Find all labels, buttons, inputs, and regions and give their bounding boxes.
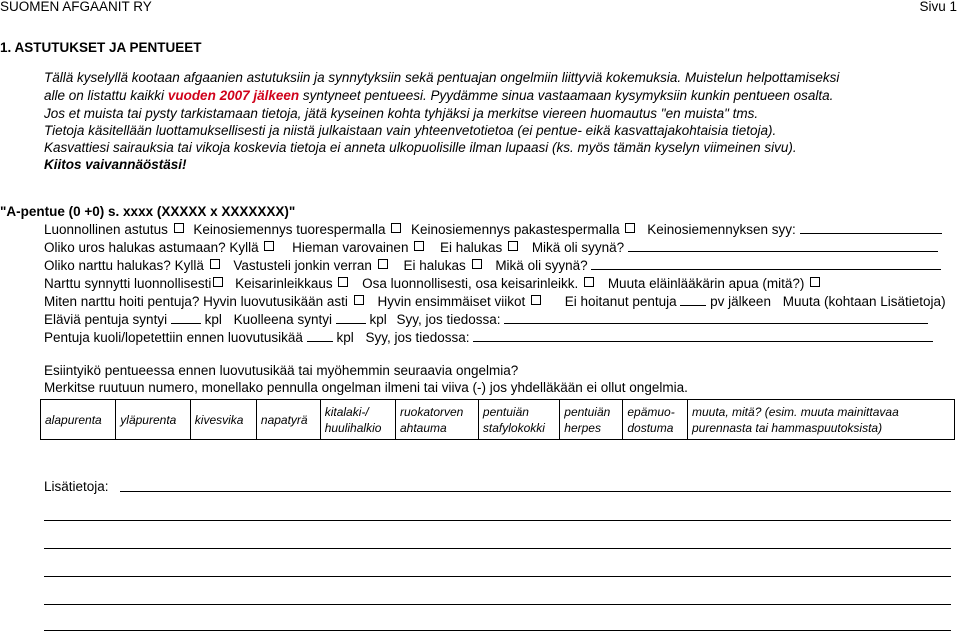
intro-line-5: Kasvattiesi sairauksia tai vikoja koskevia tietoja ei anneta ulkopuolisille ilman lupaasi (ks. myös tämän kyselyn viimeinen sivu).	[44, 140, 797, 155]
notes-line[interactable]	[120, 491, 951, 492]
cell-staph[interactable]: pentuiän stafylokokki	[478, 400, 559, 440]
days-field[interactable]	[680, 295, 706, 306]
stillborn-field[interactable]	[336, 313, 366, 324]
form-row-female-willing: Oliko narttu halukas? Kyllä Vastusteli jonkin verran Ei halukas Mikä oli syynä?	[44, 258, 941, 273]
checkbox-female-yes[interactable]	[210, 259, 220, 269]
form-row-birth: Narttu synnytti luonnollisesti Keisarinleikkaus Osa luonnollisesti, osa keisarinleikk. Muuta eläinlääkärin apua (mitä?)	[44, 276, 822, 291]
female-reason-field[interactable]	[591, 259, 941, 270]
problems-question: Esiintyikö pentueessa ennen luovutusikää tai myöhemmin seuraavia ongelmia?	[44, 363, 519, 378]
checkbox-vet-help[interactable]	[810, 277, 820, 287]
notes-line[interactable]	[44, 520, 951, 521]
litter-title: "A-pentue (0 +0) s. xxxx (XXXXX x XXXXXXX)"	[0, 204, 296, 219]
cell-esophagus[interactable]: ruokatorven ahtauma	[395, 400, 478, 440]
ai-reason-field[interactable]	[800, 223, 942, 234]
intro-line-1: Tällä kyselyllä kootaan afgaanien astutuksiin ja synnytyksiin sekä pentuajan ongelmiin liittyviä kokemuksia. Muistelun helpottamiseksi	[44, 70, 840, 85]
born-alive-field[interactable]	[171, 313, 201, 324]
cell-overbite[interactable]: yläpurenta	[116, 400, 191, 440]
problems-instructions: Merkitse ruutuun numero, monellako pennulla ongelman ilmeni tai viiva (-) jos yhdelläkään ei ollut ongelmia.	[44, 380, 688, 395]
checkbox-natural-mating[interactable]	[174, 223, 184, 233]
cell-hernia[interactable]: napatyrä	[256, 400, 320, 440]
checkbox-female-unwilling[interactable]	[472, 259, 482, 269]
notes-line[interactable]	[44, 604, 951, 605]
thanks-text: Kiitos vaivannäöstäsi!	[44, 157, 187, 172]
checkbox-male-yes[interactable]	[264, 241, 274, 251]
cell-testicle[interactable]: kivesvika	[190, 400, 256, 440]
stillborn-reason-field[interactable]	[504, 313, 928, 324]
form-row-male-willing: Oliko uros halukas astumaan? Kyllä Hieman varovainen Ei halukas Mikä oli syynä?	[44, 240, 938, 255]
org-name: SUOMEN AFGAANIT RY	[0, 0, 152, 14]
notes-line[interactable]	[44, 548, 951, 549]
form-row-born: Eläviä pentuja syntyi kpl Kuolleena syntyi kpl Syy, jos tiedossa:	[44, 312, 928, 327]
checkbox-caesarean[interactable]	[338, 277, 348, 287]
deaths-field[interactable]	[307, 331, 333, 342]
cell-herpes[interactable]: pentuiän herpes	[560, 400, 623, 440]
cell-other[interactable]: muuta, mitä? (esim. muuta mainittavaa purennasta tai hammaspuutoksista)	[688, 400, 955, 440]
cell-cleft[interactable]: kitalaki-/ huulihalkio	[320, 400, 395, 440]
checkbox-fresh-semen[interactable]	[391, 223, 401, 233]
cell-malformation[interactable]: epämuo- dostuma	[623, 400, 688, 440]
notes-label: Lisätietoja:	[44, 479, 109, 494]
intro-line-4: Tietoja käsitellään luottamuksellisesti ja niistä julkaistaan vain yhteenvetotietoa (ei pentue- eikä kasvattajakohtaisia tietoja).	[44, 123, 777, 138]
checkbox-care-first-weeks[interactable]	[531, 295, 541, 305]
checkbox-male-unwilling[interactable]	[508, 241, 518, 251]
checkbox-male-cautious[interactable]	[414, 241, 424, 251]
male-reason-field[interactable]	[628, 241, 938, 252]
intro-line-2: alle on listattu kaikki vuoden 2007 jälkeen syntyneet pentueesi. Pyydämme sinua vastaamaan kysymyksiin kunkin pentueen osalta.	[44, 88, 834, 103]
checkbox-frozen-semen[interactable]	[625, 223, 635, 233]
checkbox-female-resisted[interactable]	[378, 259, 388, 269]
deaths-reason-field[interactable]	[473, 331, 933, 342]
checkbox-partial-caesarean[interactable]	[584, 277, 594, 287]
notes-line[interactable]	[44, 630, 951, 631]
page-number: Sivu 1	[919, 0, 957, 14]
form-row-deaths: Pentuja kuoli/lopetettiin ennen luovutusikää kpl Syy, jos tiedossa:	[44, 330, 933, 345]
section-title: 1. ASTUTUKSET JA PENTUEET	[0, 40, 202, 55]
table-row	[41, 400, 955, 440]
notes-line[interactable]	[44, 576, 951, 577]
problems-table	[40, 399, 955, 440]
form-row-care: Miten narttu hoiti pentuja? Hyvin luovutusikään asti Hyvin ensimmäiset viikot Ei hoitanut pentuja pv jälkeen Muuta (kohtaan Lisätietoja)	[44, 294, 946, 309]
checkbox-care-until-handover[interactable]	[354, 295, 364, 305]
highlight-years: vuoden 2007 jälkeen	[167, 88, 300, 103]
checkbox-natural-birth[interactable]	[213, 277, 223, 287]
cell-underbite[interactable]: alapurenta	[41, 400, 116, 440]
form-row-mating: Luonnollinen astutus Keinosiemennys tuorespermalla Keinosiemennys pakastespermalla Keinosiemennyksen syy:	[44, 222, 942, 237]
intro-line-3: Jos et muista tai pysty tarkistamaan tietoja, jätä kyseinen kohta tyhjäksi ja merkitse viereen huomautus "en muista" tms.	[44, 106, 759, 121]
